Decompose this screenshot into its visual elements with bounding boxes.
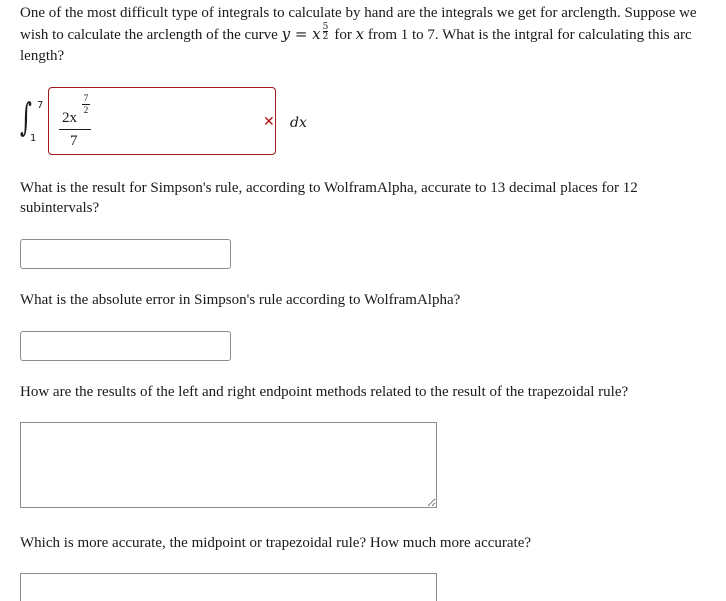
intro-variable: x bbox=[355, 25, 365, 43]
integral-lower-limit: 1 bbox=[30, 133, 37, 144]
midpoint-vs-trapezoidal-textarea[interactable] bbox=[20, 573, 437, 601]
integrand-answer-field[interactable] bbox=[48, 87, 276, 155]
intro-text-part1: One of the most difficult type of integrals to calculate by hand are the integrals we get for arclength. Suppose we wish to calculate the arclength of the curve bbox=[20, 5, 697, 43]
integral-sign: ∫ bbox=[20, 95, 32, 139]
question-simpson-error: What is the absolute error in Simpson's rule according to WolframAlpha? bbox=[20, 292, 461, 308]
curve-equation: y = x $\frac{5}{2}$ bbox=[281, 22, 329, 43]
integral-upper-limit: 7 bbox=[37, 100, 44, 111]
simpson-result-input[interactable] bbox=[20, 239, 231, 269]
endpoint-relation-textarea[interactable] bbox=[20, 422, 437, 508]
numerator-exponent: 7 2 bbox=[83, 93, 89, 115]
intro-text-part2: from 1 to 7. What is the intgral for calculating this arc length? bbox=[20, 27, 692, 64]
fraction-denominator: 7 bbox=[70, 133, 78, 149]
simpson-error-input[interactable] bbox=[20, 331, 231, 361]
differential: dx bbox=[290, 115, 307, 131]
intro-for-text: for bbox=[334, 27, 352, 43]
question-simpson-result: What is the result for Simpson's rule, according to WolframAlpha, accurate to 13 decimal places for 12 subintervals? bbox=[20, 180, 638, 216]
question-endpoint-relation: How are the results of the left and right endpoint methods related to the result of the trapezoidal rule? bbox=[20, 384, 629, 400]
fraction-numerator: 2x bbox=[62, 110, 77, 126]
problem-intro bbox=[20, 3, 726, 67]
fraction-bar bbox=[59, 129, 91, 130]
close-icon: ✕ bbox=[263, 114, 275, 130]
question-midpoint-vs-trapezoidal: Which is more accurate, the midpoint or trapezoidal rule? How much more accurate? bbox=[20, 535, 532, 551]
